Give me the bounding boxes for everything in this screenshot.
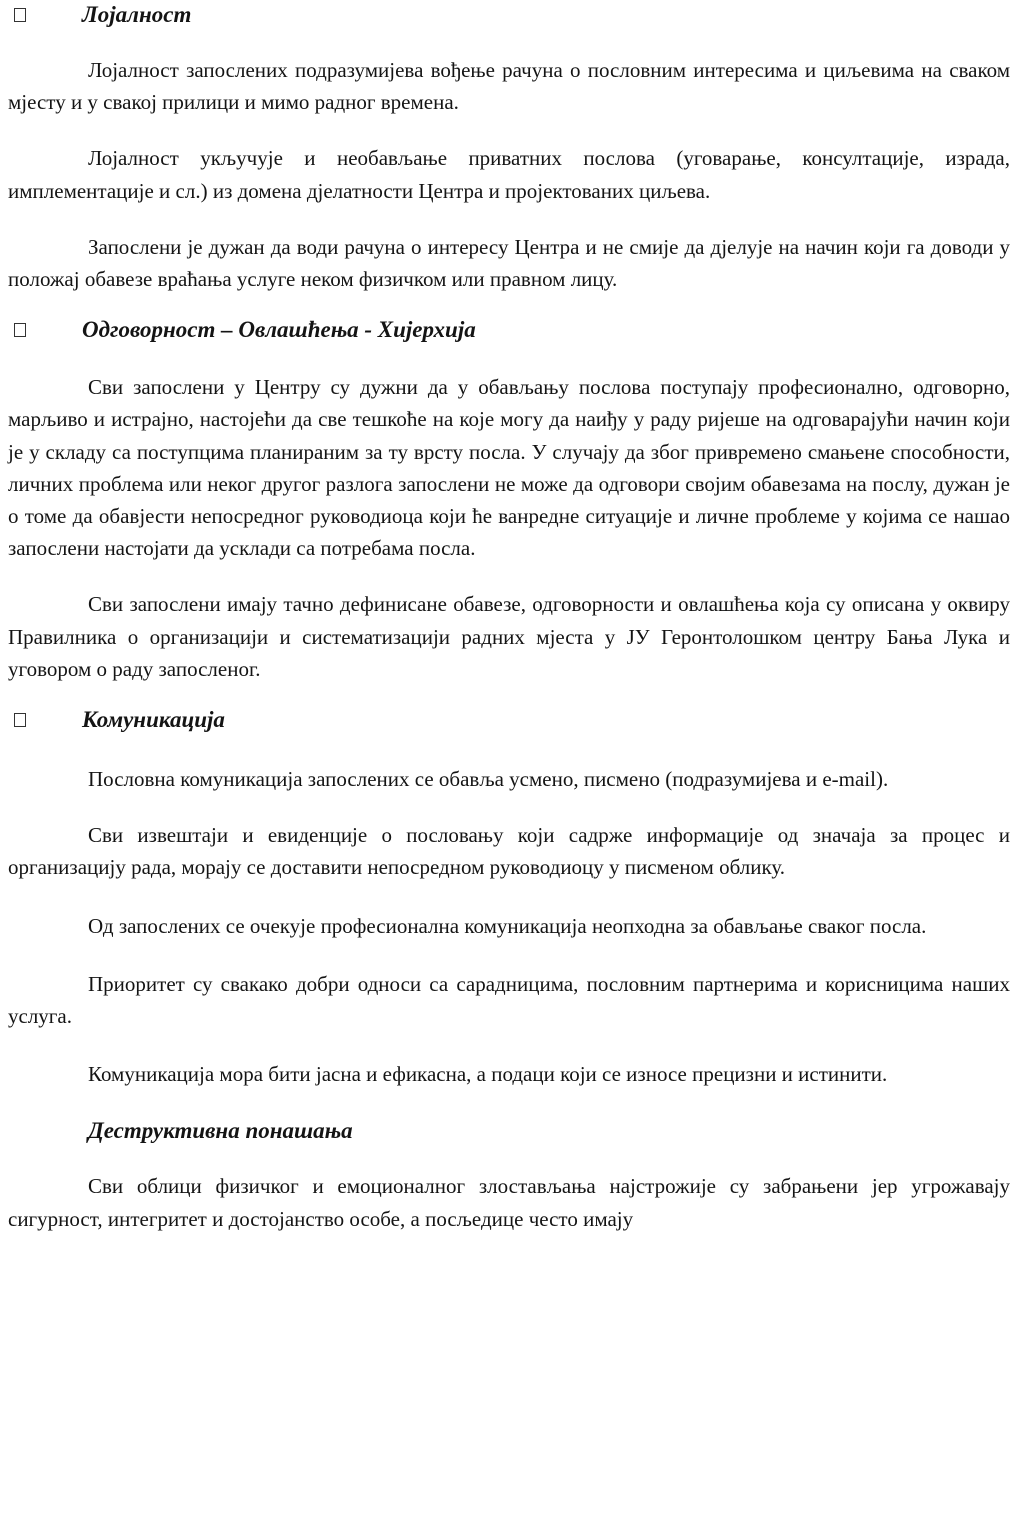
checkbox-bullet-icon: [14, 713, 26, 727]
paragraph: Лојалност укључује и необављање приватних послова (уговарање, консултације, израда, имплементације и сл.) из домена дјелатности Центра и пројектованих циљева.: [8, 146, 1010, 203]
checkbox-bullet-icon: [14, 323, 26, 337]
heading-text: Деструктивна понашања: [88, 1118, 353, 1144]
paragraph: Од запослених се очекује професионална комуникација неопходна за обављање сваког посла.: [88, 913, 927, 938]
paragraph: Лојалност запослених подразумијева вођење рачуна о пословним интересима и циљевима на сваком мјесту и у свакој прилици и мимо радног времена.: [8, 58, 1010, 115]
heading-text: Лојалност: [82, 2, 192, 27]
heading-text: Комуникација: [82, 707, 225, 733]
paragraph: Сви запослени имају тачно дефинисане обавезе, одговорности и овлашћења која су описана у оквиру Правилника о организацији и систематизацији радних мјеста у ЈУ Геронтолошком центру Бања Лука и уговором о раду запосленог.: [8, 592, 1010, 681]
checkbox-bullet-icon: [14, 8, 26, 22]
heading-text: Одговорност – Овлашћења - Хијерхија: [82, 317, 476, 343]
paragraph: Сви запослени у Центру су дужни да у обављању послова поступају професионално, одговорно, марљиво и истрајно, настојећи да све тешкоће на које могу да наиђу у раду ријеше на одговарајући начин који је у складу са поступцима планираним за ту врсту посла. У случају да због привремено смањене способности, личних проблема или неког другог разлога запослени не може да одговори својим обавезама на послу, дужан је о томе да обавјести непосредног руководиоца који ће ванредне ситуације и личне проблеме у којима се нашао запослени настојати да усклади са потребама посла.: [8, 375, 1010, 561]
paragraph: Сви извештаји и евиденције о пословању који садрже информације од значаја за процес и организацију рада, морају се доставити непосредном руководиоцу у писменом облику.: [8, 823, 1010, 880]
paragraph: Запослени је дужан да води рачуна о интересу Центра и не смије да дјелује на начин који га доводи у положај обавезе враћања услуге неком физичком или правном лицу.: [8, 234, 1010, 292]
paragraph: Пословна комуникација запослених се обавља усмено, писмено (подразумијева и e-mail).: [88, 767, 889, 792]
paragraph: Комуникација мора бити јасна и ефикасна, а подаци који се износе прецизни и истинити.: [88, 1062, 888, 1087]
paragraph: Сви облици физичког и емоционалног злостављања најстрожије су забрањени јер угрожавају сигурност, интегритет и достојанство особе, а посљедице често имају: [8, 1174, 1010, 1231]
section-heading-communication: [8, 703, 1010, 737]
section-heading-responsibility: [8, 313, 1010, 347]
paragraph: Приоритет су свакако добри односи са сарадницима, пословним партнерима и корисницима наших услуга.: [8, 971, 1010, 1029]
section-heading-destructive-behavior: [8, 1114, 1010, 1148]
section-heading-loyalty: [8, 0, 1010, 30]
